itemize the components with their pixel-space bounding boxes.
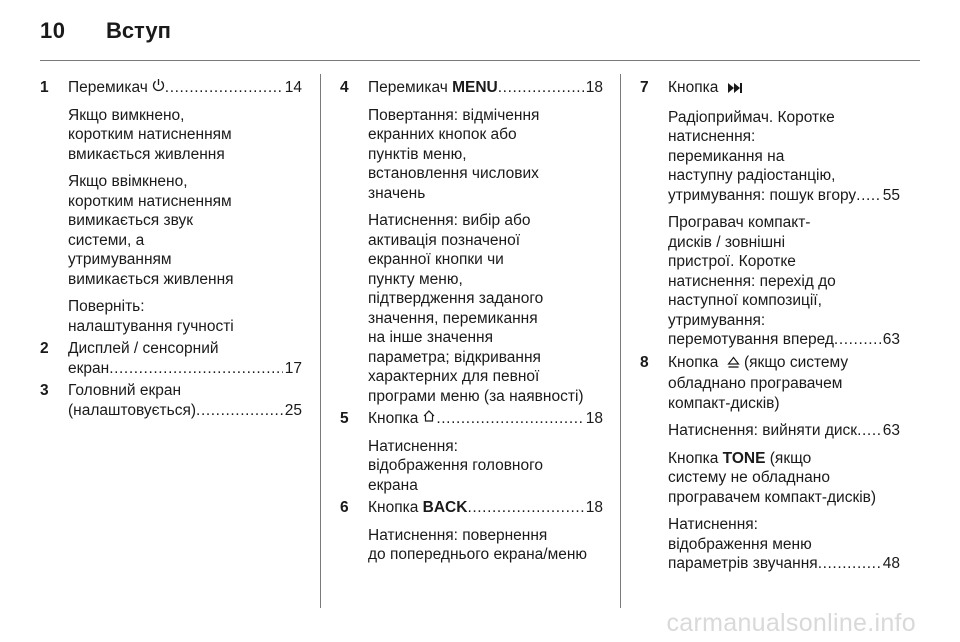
entry-8 [640, 353, 900, 574]
entry-heading: Перемикач MENU ..... 18 [368, 78, 603, 98]
paragraph: Радіоприймач. Коротке натиснення: перемикання на наступну радіостанцію, утримування: пошук вгору ..... 55 [668, 108, 900, 206]
paragraph: Натиснення: вийняти диск ..... 63 [668, 421, 900, 441]
paragraph: Натиснення: вибір або активація позначеної екранної кнопки чи пункту меню, підтвердження заданого значення, перемикання на інше значення параметра; відкривання характерних для певної програми меню (за наявності) [368, 212, 584, 405]
entry-heading: Перемикач ..... 14 [68, 78, 302, 98]
entry-7 [640, 78, 900, 350]
page-ref: 18 [585, 410, 603, 427]
entry-number: 2 [40, 340, 49, 357]
column-divider [620, 74, 621, 608]
paragraph: Якщо ввімкнено, коротким натисненням вимикається звук системи, а утримуванням вимикається живлення [68, 173, 234, 288]
page-header [40, 18, 171, 48]
entry-number: 4 [340, 79, 349, 96]
power-icon [152, 78, 165, 98]
eject-icon [727, 355, 740, 375]
entry-heading: Кнопка (якщо систему обладнано програвачем компакт-дисків) [668, 353, 849, 412]
paragraph: Якщо вимкнено, коротким натисненням вмикається живлення [68, 106, 232, 163]
entry-3: 3 Головний екран (налаштовується) ..... 25 [40, 381, 302, 420]
page-ref: 17 [284, 359, 302, 377]
watermark: carmanualsonline.info [666, 609, 916, 637]
page-number: 10 [40, 18, 66, 43]
skip-forward-icon [727, 80, 743, 100]
paragraph: Натиснення: відображення меню параметрів звучання ..... 48 [668, 515, 900, 574]
entry-1 [40, 78, 302, 336]
paragraph: Програвач компакт- дисків / зовнішні пристрої. Коротке натиснення: перехід до наступної композиції, утримування: перемотування вперед ..... 63 [668, 213, 900, 350]
page-ref: 18 [585, 79, 603, 96]
entry-number: 7 [640, 79, 649, 96]
entry-4 [340, 78, 603, 406]
entry-number: 3 [40, 382, 49, 399]
column-1 [40, 78, 302, 423]
page-ref: 55 [882, 186, 900, 204]
header-rule [40, 60, 920, 61]
entry-2: 2 Дисплей / сенсорний екран ..... 17 [40, 339, 302, 378]
page-ref: 63 [882, 331, 900, 348]
page-title: Вступ [105, 18, 171, 43]
page-ref: 18 [585, 499, 603, 516]
paragraph: Повертання: відмічення екранних кнопок або пунктів меню, встановлення числових значень [368, 106, 540, 202]
page-ref: 14 [284, 79, 302, 96]
entry-number: 5 [340, 410, 349, 427]
page-ref: 48 [882, 555, 900, 572]
column-divider [320, 74, 321, 608]
entry-6 [340, 498, 603, 565]
page-ref: 25 [284, 401, 302, 419]
entry-number: 6 [340, 499, 349, 516]
entry-heading: Кнопка [668, 78, 900, 100]
entry-heading: Кнопка ..... 18 [368, 409, 603, 429]
paragraph: Натиснення: повернення до попереднього екрана/меню [368, 526, 588, 563]
paragraph: Натиснення: відображення головного екрана [368, 437, 544, 494]
paragraph: Кнопка TONE (якщо систему не обладнано програвачем компакт-дисків) [668, 449, 877, 506]
column-2 [340, 78, 603, 568]
paragraph: Поверніть: налаштування гучності [68, 298, 234, 335]
entry-5 [340, 409, 603, 495]
page-ref: 63 [882, 422, 900, 439]
entry-number: 8 [640, 353, 649, 371]
home-icon [422, 409, 436, 429]
entry-heading: Кнопка BACK ..... 18 [368, 498, 603, 518]
column-3 [640, 78, 900, 577]
entry-number: 1 [40, 79, 49, 96]
